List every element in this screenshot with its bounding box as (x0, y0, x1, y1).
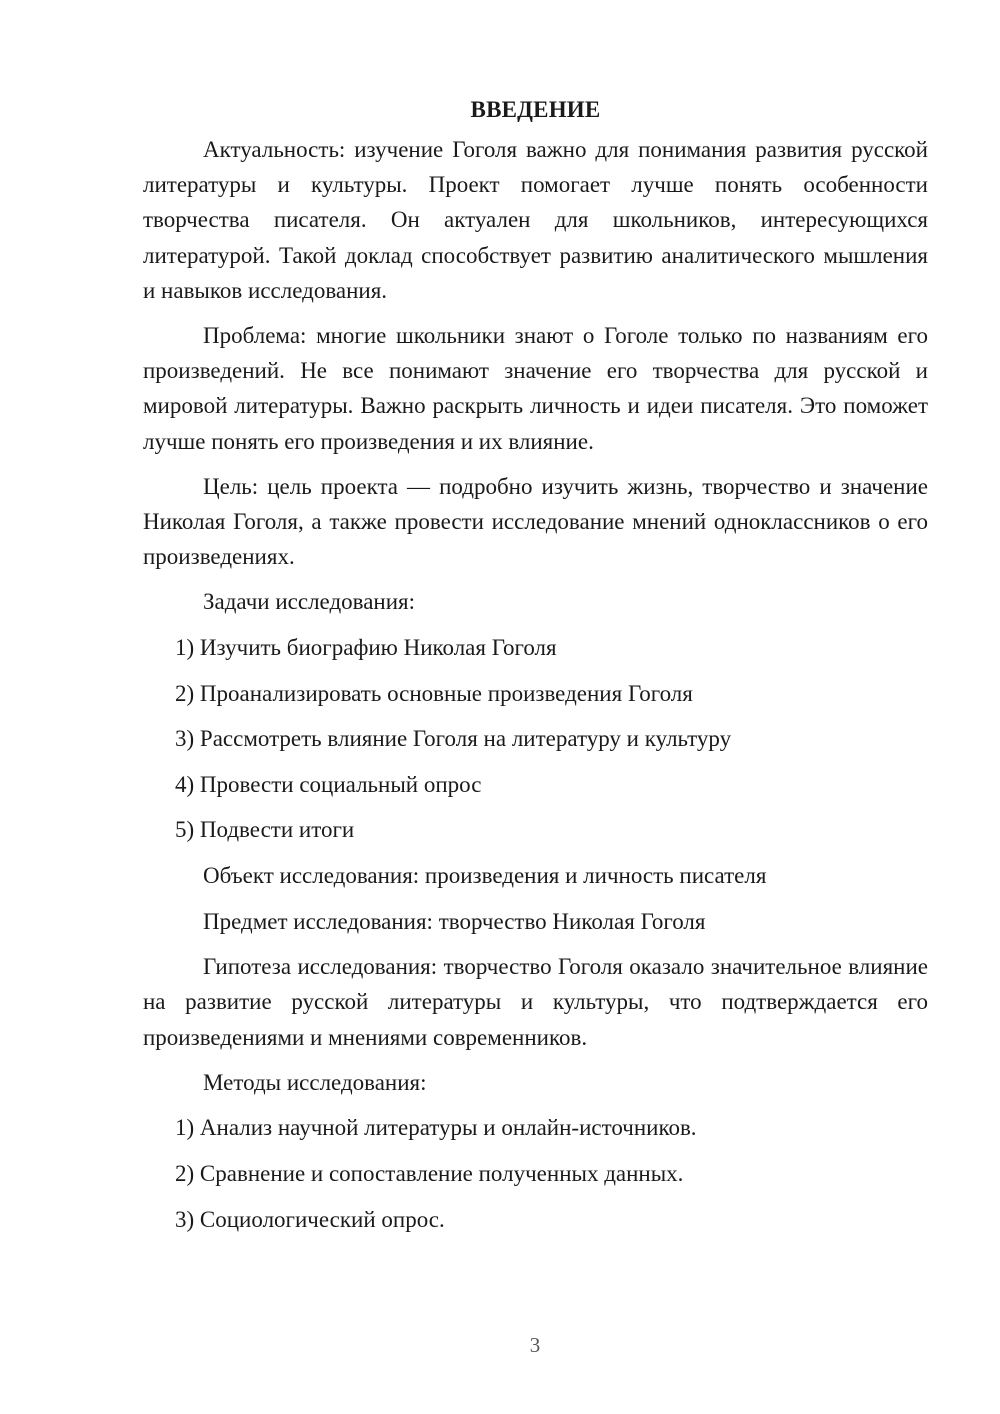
list-item: 3) Рассмотреть влияние Гоголя на литературу и культуру (175, 726, 732, 752)
section-heading: ВВЕДЕНИЕ (470, 97, 601, 122)
list-item: 2) Сравнение и сопоставление полученных данных. (175, 1160, 684, 1186)
research-subject: Предмет исследования: творчество Николая Гоголя (203, 908, 706, 934)
list-item: 5) Подвести итоги (175, 817, 355, 843)
tasks-title: Задачи исследования: (203, 589, 416, 615)
list-item: 1) Изучить биографию Николая Гоголя (175, 635, 557, 661)
list-item: 4) Провести социальный опрос (175, 771, 482, 797)
goal-paragraph: Цель: цель проекта — подробно изучить жизнь, творчество и значение Николая Гоголя, а также провести исследование мнений одноклассников о его произведениях. (143, 473, 928, 570)
methods-title: Методы исследования: (203, 1069, 427, 1095)
relevance-paragraph: Актуальность: изучение Гоголя важно для понимания развития русской литературы и культуры. Проект помогает лучше понять особенности творчества писателя. Он актуален для школьников, интересующихся литературой. Такой доклад способствует развитию аналитического мышления и навыков исследования. (143, 137, 928, 303)
research-object: Объект исследования: произведения и личность писателя (203, 863, 767, 888)
list-item: 2) Проанализировать основные произведения Гоголя (175, 680, 693, 706)
methods-list (143, 1110, 928, 1236)
list-item: 3) Социологический опрос. (175, 1206, 445, 1232)
problem-paragraph: Проблема: многие школьники знают о Гоголе только по названиям его произведений. Не все понимают значение его творчества для русской и мировой литературы. Важно раскрыть личность и идеи писателя. Это поможет лучше понять его произведения и их влияние. (143, 323, 928, 454)
tasks-list (143, 630, 928, 848)
list-item: 1) Анализ научной литературы и онлайн-источников. (175, 1115, 697, 1141)
page-number: 3 (529, 1333, 541, 1357)
hypothesis-paragraph: Гипотеза исследования: творчество Гоголя оказало значительное влияние на развитие русской литературы и культуры, что подтверждается его произведениями и мнениями современников. (143, 954, 928, 1050)
document-page (143, 92, 928, 1247)
